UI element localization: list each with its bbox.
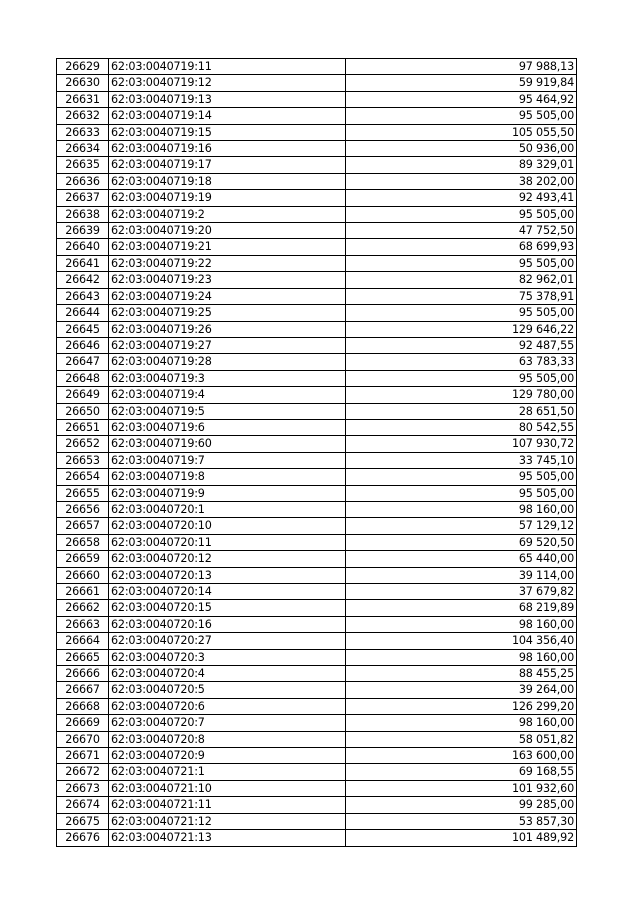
table-row [57,141,577,157]
table-row [57,780,577,796]
row-number: 26662 [57,600,109,616]
cadastral-value: 101 489,92 [346,830,577,846]
cadastral-value: 95 505,00 [346,305,577,321]
cadastral-number: 62:03:0040720:8 [109,731,346,747]
cadastral-value: 37 679,82 [346,584,577,600]
cadastral-value: 82 962,01 [346,272,577,288]
cadastral-number: 62:03:0040721:11 [109,797,346,813]
row-number: 26661 [57,584,109,600]
cadastral-value: 28 651,50 [346,403,577,419]
table-row [57,272,577,288]
cadastral-number: 62:03:0040720:13 [109,567,346,583]
table-row [57,616,577,632]
cadastral-number: 62:03:0040719:19 [109,190,346,206]
cadastral-number: 62:03:0040719:7 [109,452,346,468]
row-number: 26631 [57,91,109,107]
cadastral-number: 62:03:0040719:21 [109,239,346,255]
row-number: 26656 [57,501,109,517]
cadastral-value: 98 160,00 [346,501,577,517]
cadastral-number: 62:03:0040721:1 [109,764,346,780]
cadastral-value: 95 505,00 [346,370,577,386]
row-number: 26659 [57,551,109,567]
table-row [57,436,577,452]
row-number: 26636 [57,173,109,189]
cadastral-number: 62:03:0040719:28 [109,354,346,370]
table-row [57,206,577,222]
cadastral-value: 63 783,33 [346,354,577,370]
row-number: 26669 [57,715,109,731]
row-number: 26663 [57,616,109,632]
cadastral-value: 126 299,20 [346,698,577,714]
row-number: 26644 [57,305,109,321]
table-row [57,600,577,616]
row-number: 26655 [57,485,109,501]
table-row [57,108,577,124]
row-number: 26664 [57,633,109,649]
cadastral-number: 62:03:0040719:26 [109,321,346,337]
cadastral-number: 62:03:0040720:4 [109,666,346,682]
table-row [57,748,577,764]
row-number: 26670 [57,731,109,747]
row-number: 26638 [57,206,109,222]
table-row [57,124,577,140]
cadastral-value: 107 930,72 [346,436,577,452]
table-row [57,337,577,353]
table-row [57,731,577,747]
table-row [57,501,577,517]
cadastral-value: 75 378,91 [346,288,577,304]
cadastral-value: 129 646,22 [346,321,577,337]
table-row [57,682,577,698]
row-number: 26635 [57,157,109,173]
cadastral-number: 62:03:0040719:14 [109,108,346,124]
cadastral-number: 62:03:0040720:3 [109,649,346,665]
table-row [57,403,577,419]
cadastral-value: 101 932,60 [346,780,577,796]
row-number: 26675 [57,813,109,829]
table-row [57,452,577,468]
cadastral-value: 80 542,55 [346,419,577,435]
row-number: 26653 [57,452,109,468]
cadastral-number: 62:03:0040719:8 [109,469,346,485]
cadastral-number: 62:03:0040720:7 [109,715,346,731]
row-number: 26648 [57,370,109,386]
row-number: 26650 [57,403,109,419]
row-number: 26634 [57,141,109,157]
cadastral-number: 62:03:0040719:16 [109,141,346,157]
cadastral-number: 62:03:0040720:15 [109,600,346,616]
cadastral-number: 62:03:0040720:6 [109,698,346,714]
row-number: 26671 [57,748,109,764]
cadastral-value: 68 219,89 [346,600,577,616]
cadastral-number: 62:03:0040719:15 [109,124,346,140]
cadastral-number: 62:03:0040719:5 [109,403,346,419]
cadastral-number: 62:03:0040719:60 [109,436,346,452]
cadastral-number: 62:03:0040720:1 [109,501,346,517]
cadastral-value: 105 055,50 [346,124,577,140]
cadastral-number: 62:03:0040719:9 [109,485,346,501]
table-row [57,666,577,682]
table-row [57,223,577,239]
row-number: 26657 [57,518,109,534]
row-number: 26665 [57,649,109,665]
cadastral-number: 62:03:0040721:13 [109,830,346,846]
table-row [57,764,577,780]
cadastral-value: 59 919,84 [346,75,577,91]
cadastral-number: 62:03:0040719:13 [109,91,346,107]
table-row [57,173,577,189]
row-number: 26642 [57,272,109,288]
cadastral-number: 62:03:0040719:22 [109,255,346,271]
row-number: 26651 [57,419,109,435]
cadastral-number: 62:03:0040719:20 [109,223,346,239]
cadastral-value: 92 487,55 [346,337,577,353]
cadastral-value: 129 780,00 [346,387,577,403]
row-number: 26658 [57,534,109,550]
row-number: 26676 [57,830,109,846]
table-row [57,354,577,370]
row-number: 26668 [57,698,109,714]
row-number: 26633 [57,124,109,140]
row-number: 26637 [57,190,109,206]
table-row [57,239,577,255]
cadastral-value: 95 464,92 [346,91,577,107]
table-row [57,59,577,75]
cadastral-value: 39 264,00 [346,682,577,698]
cadastral-value: 88 455,25 [346,666,577,682]
table-body [57,59,577,847]
cadastral-number: 62:03:0040720:11 [109,534,346,550]
cadastral-number: 62:03:0040720:9 [109,748,346,764]
table-row [57,534,577,550]
cadastral-number: 62:03:0040720:12 [109,551,346,567]
row-number: 26639 [57,223,109,239]
table-row [57,305,577,321]
document-sheet [56,58,576,847]
cadastral-number: 62:03:0040720:5 [109,682,346,698]
row-number: 26660 [57,567,109,583]
table-row [57,91,577,107]
table-row [57,567,577,583]
cadastral-number: 62:03:0040719:18 [109,173,346,189]
cadastral-value: 50 936,00 [346,141,577,157]
table-row [57,485,577,501]
cadastral-value: 89 329,01 [346,157,577,173]
cadastral-value: 163 600,00 [346,748,577,764]
cadastral-number: 62:03:0040720:14 [109,584,346,600]
cadastral-value: 95 505,00 [346,485,577,501]
cadastral-value: 38 202,00 [346,173,577,189]
table-row [57,190,577,206]
cadastral-value: 98 160,00 [346,616,577,632]
cadastral-value: 95 505,00 [346,108,577,124]
row-number: 26632 [57,108,109,124]
row-number: 26673 [57,780,109,796]
table-row [57,518,577,534]
cadastral-number: 62:03:0040719:6 [109,419,346,435]
cadastral-value: 95 505,00 [346,469,577,485]
cadastral-number: 62:03:0040719:27 [109,337,346,353]
table-row [57,715,577,731]
cadastral-number: 62:03:0040719:3 [109,370,346,386]
cadastral-value: 69 168,55 [346,764,577,780]
cadastral-value: 58 051,82 [346,731,577,747]
table-row [57,551,577,567]
table-row [57,288,577,304]
cadastral-value: 98 160,00 [346,649,577,665]
cadastral-number: 62:03:0040719:11 [109,59,346,75]
table-row [57,584,577,600]
row-number: 26667 [57,682,109,698]
row-number: 26672 [57,764,109,780]
cadastral-number: 62:03:0040719:2 [109,206,346,222]
row-number: 26652 [57,436,109,452]
table-row [57,830,577,846]
row-number: 26666 [57,666,109,682]
cadastral-value: 47 752,50 [346,223,577,239]
cadastral-number: 62:03:0040719:23 [109,272,346,288]
row-number: 26674 [57,797,109,813]
table-row [57,649,577,665]
row-number: 26640 [57,239,109,255]
cadastral-value-table [56,58,577,847]
cadastral-value: 104 356,40 [346,633,577,649]
cadastral-number: 62:03:0040719:12 [109,75,346,91]
table-row [57,321,577,337]
row-number: 26654 [57,469,109,485]
cadastral-number: 62:03:0040720:16 [109,616,346,632]
row-number: 26641 [57,255,109,271]
cadastral-number: 62:03:0040719:25 [109,305,346,321]
cadastral-value: 98 160,00 [346,715,577,731]
row-number: 26649 [57,387,109,403]
table-row [57,419,577,435]
table-row [57,633,577,649]
cadastral-number: 62:03:0040720:27 [109,633,346,649]
cadastral-number: 62:03:0040720:10 [109,518,346,534]
cadastral-value: 39 114,00 [346,567,577,583]
row-number: 26647 [57,354,109,370]
row-number: 26645 [57,321,109,337]
cadastral-value: 95 505,00 [346,206,577,222]
cadastral-number: 62:03:0040719:17 [109,157,346,173]
row-number: 26646 [57,337,109,353]
cadastral-value: 92 493,41 [346,190,577,206]
cadastral-value: 68 699,93 [346,239,577,255]
cadastral-value: 69 520,50 [346,534,577,550]
cadastral-value: 97 988,13 [346,59,577,75]
cadastral-value: 57 129,12 [346,518,577,534]
table-row [57,370,577,386]
cadastral-number: 62:03:0040721:12 [109,813,346,829]
cadastral-value: 95 505,00 [346,255,577,271]
table-row [57,813,577,829]
table-row [57,469,577,485]
cadastral-number: 62:03:0040721:10 [109,780,346,796]
table-row [57,157,577,173]
cadastral-value: 33 745,10 [346,452,577,468]
cadastral-value: 99 285,00 [346,797,577,813]
table-row [57,797,577,813]
table-row [57,698,577,714]
row-number: 26629 [57,59,109,75]
table-row [57,75,577,91]
table-row [57,255,577,271]
cadastral-value: 65 440,00 [346,551,577,567]
row-number: 26643 [57,288,109,304]
table-row [57,387,577,403]
cadastral-number: 62:03:0040719:24 [109,288,346,304]
row-number: 26630 [57,75,109,91]
cadastral-value: 53 857,30 [346,813,577,829]
cadastral-number: 62:03:0040719:4 [109,387,346,403]
